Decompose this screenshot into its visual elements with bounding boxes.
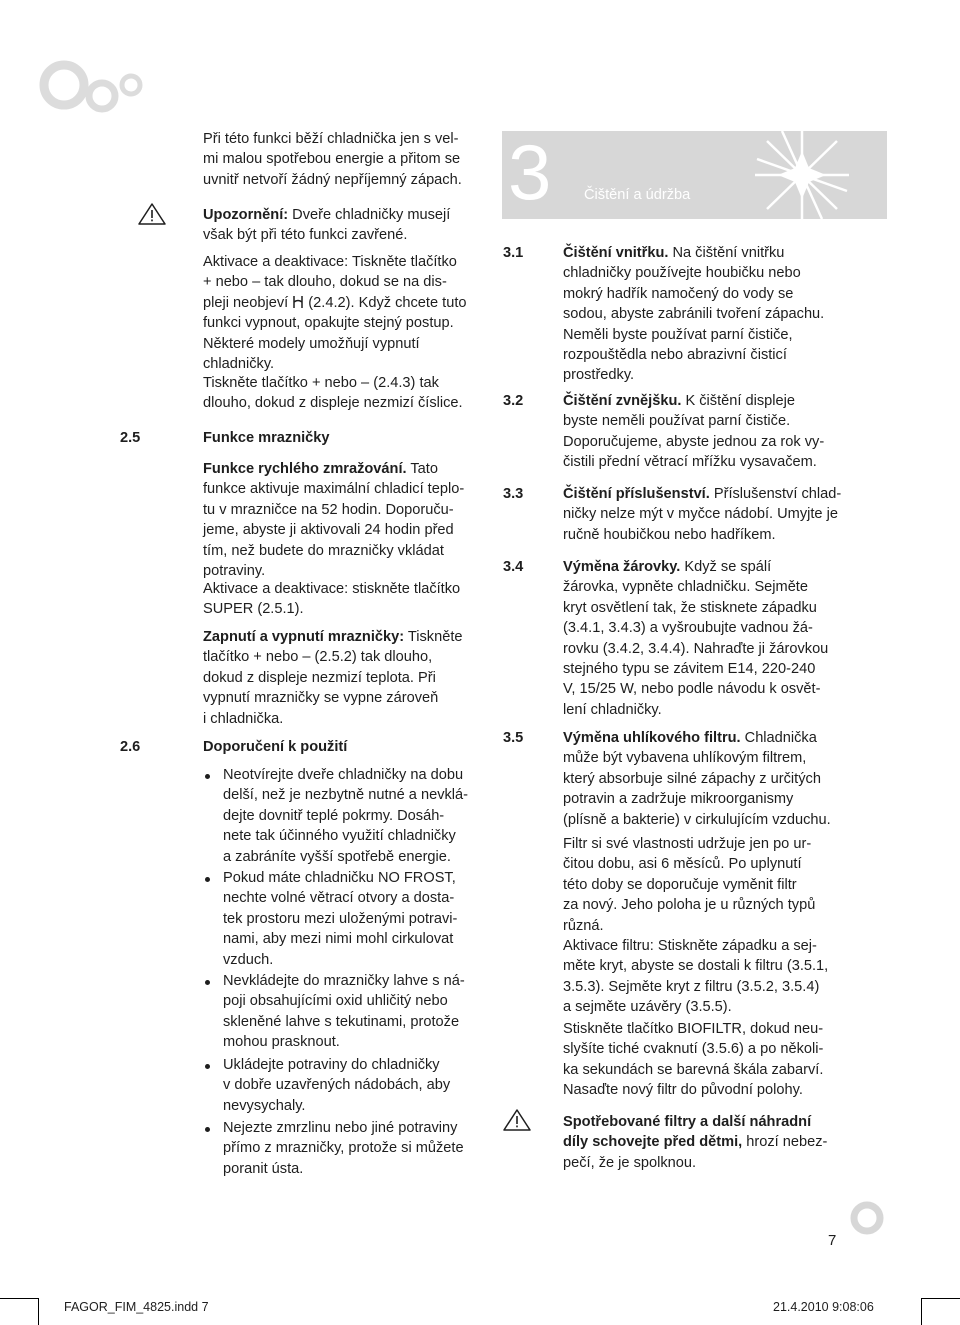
warning-paragraph: Upozornění: Dveře chladničky musejí však být při této funkci zavřené. (203, 207, 451, 244)
sparkle-icon (747, 131, 857, 219)
item-number: 3.3 (503, 486, 524, 502)
page-circle-icon (849, 1200, 885, 1236)
warning-icon (503, 1109, 531, 1131)
fast-freeze-paragraph: Funkce rychlého zmražování. Tato funkce aktivuje maximální chladicí teplo- tu v mrazničce na 52 hodin. Doporuču- jeme, abyste ji aktivovali 24 hodin před tím, než budete do mrazničky vkládat potraviny. (203, 461, 465, 580)
onoff-paragraph: Zapnutí a vypnutí mrazničky: Tiskněte tlačítko + nebo – (2.5.2) tak dlouho, dokud z displeje nezmizí teplota. Při vypnutí mrazničky se vypne zároveň i chladnička. (203, 629, 463, 727)
list-item: Nevkládejte do mrazničky lahve s ná- poji obsahujícími oxid uhličitý nebo skleněné lahve s tekutinami, protože mohou prasknout. (223, 973, 465, 1051)
biofiltr-paragraph: Stiskněte tlačítko BIOFILTR, dokud neu- slyšíte tiché cvaknutí (3.5.6) a po několi- ka sekundách se barevná škála zabarví. Nasaďte nový filtr do původní polohy. (563, 1021, 824, 1099)
item-number: 3.5 (503, 730, 524, 746)
section-title: Doporučení k použití (203, 739, 348, 755)
list-item: Ukládejte potraviny do chladničky v dobře uzavřených nádobách, aby nevysychaly. (223, 1057, 451, 1114)
bullet-icon (205, 774, 210, 779)
filter-paragraph: Filtr si své vlastnosti udržuje jen po ur- čitou dobu, asi 6 měsíců. Po uplynutí této doby se doporučuje vyměnit filtr za nový. Jeho poloha je u různých typů různá. (563, 836, 816, 934)
bullet-icon (205, 877, 210, 882)
crop-mark (922, 1298, 960, 1299)
item-paragraph: Výměna uhlíkového filtru. Chladnička může být vybavena uhlíkovým filtrem, který absorbuje silné zápachy z určitých potravin a zadržuje mikroorganismy (plísně a bakterie) v cirkulujícím vzduchu. (563, 730, 831, 828)
activation-paragraph: Aktivace a deaktivace: Tiskněte tlačítko + nebo – tak dlouho, dokud se na dis- pleji neobjeví (2.4.2). Když chcete tuto funkci vypnout, opakujte stejný postup. Některé modely umožňují vypnutí chladničky. (203, 254, 467, 373)
display-symbol-icon (292, 295, 304, 309)
chapter-number: 3 (508, 131, 552, 216)
intro-paragraph: Při této funkci běží chladnička jen s vel- mi malou spotřebou energie a přitom se uvnitř netvoří žádný nepříjemný zápach. (203, 131, 462, 188)
bullet-icon (205, 980, 210, 985)
chapter-title: Čištění a údržba (584, 187, 691, 203)
page-number: 7 (828, 1232, 837, 1249)
bullet-icon (205, 1064, 210, 1069)
super-paragraph: Aktivace a deaktivace: stiskněte tlačítko SUPER (2.5.1). (203, 581, 461, 618)
crop-mark (921, 1298, 922, 1325)
item-number: 3.2 (503, 393, 524, 409)
crop-mark (0, 1298, 38, 1299)
item-paragraph: Čištění zvnějšku. K čištění displeje byste neměli používat parní čističe. Doporučujeme, abyste jednou za rok vy- čistili přední větrací mřížku vysavačem. (563, 393, 825, 471)
footer-file: FAGOR_FIM_4825.indd 7 (64, 1300, 209, 1314)
section-title: Funkce mrazničky (203, 430, 330, 446)
list-item: Neotvírejte dveře chladničky na dobu delší, než je nezbytně nutné a nevklá- dejte dovnitř teplé pokrmy. Dosáh- nete tak účinného využití chladničky a zabráníte vyšší spotřebě energie. (223, 767, 469, 865)
logo-circles-icon (38, 58, 158, 128)
list-item: Pokud máte chladničku NO FROST, nechte volné větrací otvory a dosta- tek prostoru mezi uloženými potravi- nami, aby mezi nimi mohl cirkulovat vzduch. (223, 870, 458, 968)
list-item: Nejezte zmrzlinu nebo jiné potraviny přímo z mrazničky, protože si můžete poranit ústa. (223, 1120, 464, 1177)
item-paragraph: Výměna žárovky. Když se spálí žárovka, vypněte chladničku. Sejměte kryt osvětlení tak, že stisknete západku (3.4.1, 3.4.3) a vyšroubujte vadnou žá- rovku (3.4.2, 3.4.4). Nahraďte ji žárovkou stejného typu se závitem E14, 220-240 V, 15/25 W, nebo podle návodu k osvět- lení chladničky. (563, 559, 829, 718)
section-number: 2.6 (120, 739, 141, 755)
item-number: 3.4 (503, 559, 524, 575)
filter-activation-paragraph: Aktivace filtru: Stiskněte západku a sej- měte kryt, abyste se dostali k filtru (3.5.1, 3.5.3). Sejměte kryt z filtru (3.5.2, 3.5.4) a sejměte uzávěry (3.5.5). (563, 938, 829, 1016)
filters-warning-paragraph: Spotřebované filtry a další náhradní díly schovejte před dětmi, hrozí nebez- pečí, že je spolknou. (563, 1114, 828, 1171)
press-paragraph: Tiskněte tlačítko + nebo – (2.4.3) tak dlouho, dokud z displeje nezmizí číslice. (203, 375, 463, 412)
crop-mark (38, 1298, 39, 1325)
section-number: 2.5 (120, 430, 141, 446)
warning-icon (138, 203, 166, 225)
item-paragraph: Čištění příslušenství. Příslušenství chlad- ničky nelze mýt v myčce nádobí. Umyjte je ručně houbičkou nebo hadříkem. (563, 486, 842, 543)
footer-date: 21.4.2010 9:08:06 (773, 1300, 874, 1314)
bullet-icon (205, 1127, 210, 1132)
chapter-banner (502, 131, 887, 219)
item-paragraph: Čištění vnitřku. Na čištění vnitřku chladničky používejte houbičku nebo mokrý hadřík namočený do vody se sodou, abyste zabránili tvoření zápachu. Neměli byste používat parní čističe, rozpouštědla nebo abrazivní čisticí prostředky. (563, 245, 825, 384)
item-number: 3.1 (503, 245, 524, 261)
